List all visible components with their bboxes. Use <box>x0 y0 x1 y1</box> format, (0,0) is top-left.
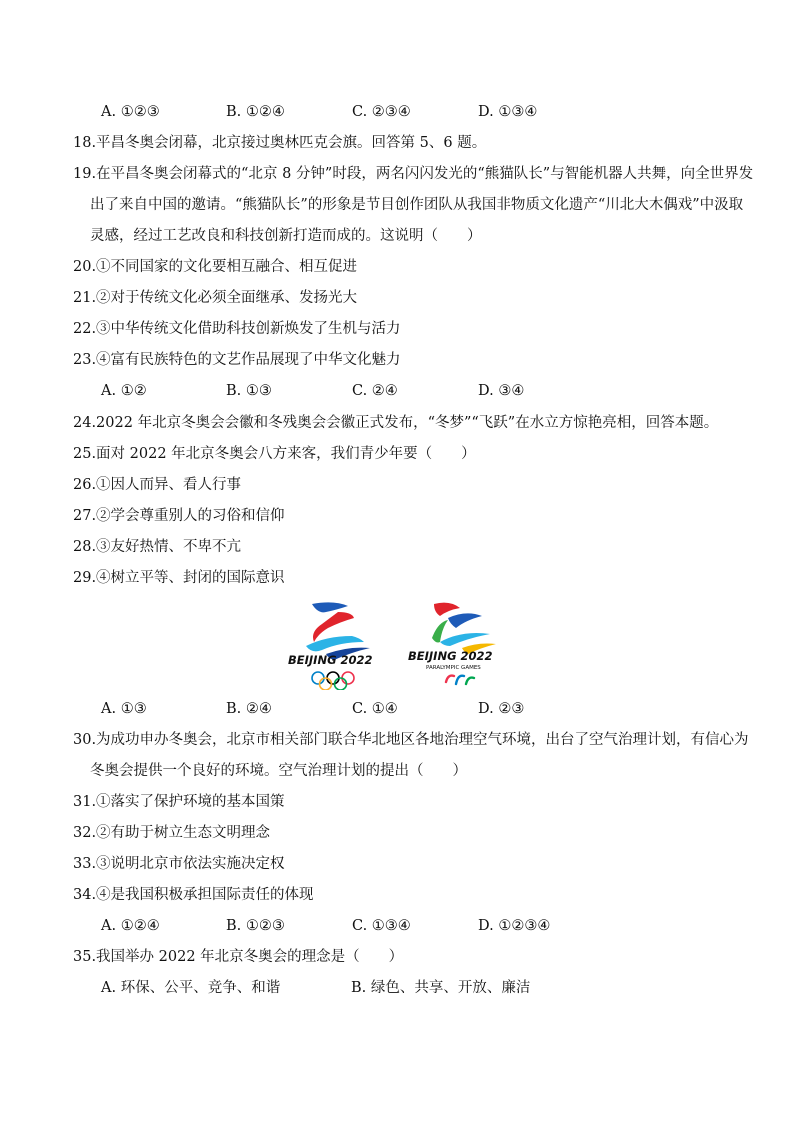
statement-33: 33.③说明北京市依法实施决定权 <box>73 856 285 872</box>
question-25: 25.面对 2022 年北京冬奥会八方来客，我们青少年要（ ） <box>73 446 476 462</box>
question-35: 35.我国举办 2022 年北京冬奥会的理念是（ ） <box>73 949 404 965</box>
statement-20: 20.①不同国家的文化要相互融合、相互促进 <box>73 259 358 275</box>
statement-26: 26.①因人而异、看人行事 <box>73 477 242 493</box>
statement-34: 34.④是我国积极承担国际责任的体现 <box>73 887 314 903</box>
paralympic-emblem-graphic <box>404 598 522 690</box>
question-19-line-3: 灵感，经过工艺改良和科技创新打造而成的。这说明（ ） <box>90 228 482 244</box>
option-c: C. ①③④ <box>352 918 411 934</box>
option-d: D. ③④ <box>478 383 525 399</box>
option-c: C. ①④ <box>352 701 398 717</box>
statement-23: 23.④富有民族特色的文艺作品展现了中华文化魅力 <box>73 352 401 368</box>
option-d: D. ①②③④ <box>478 918 551 934</box>
option-a: A. ①②③ <box>101 104 160 120</box>
option-b: B. ①②④ <box>226 104 285 120</box>
statement-22: 22.③中华传统文化借助科技创新焕发了生机与活力 <box>73 321 401 337</box>
paralympic-wordmark: BEIJING 2022 <box>408 649 493 663</box>
paralympic-subtitle: PARALYMPIC GAMES <box>426 665 481 671</box>
statement-27: 27.②学会尊重别人的习俗和信仰 <box>73 508 285 524</box>
option-c: C. ②③④ <box>352 104 411 120</box>
option-b: B. 绿色、共享、开放、廉洁 <box>351 980 531 996</box>
statement-28: 28.③友好热情、不卑不亢 <box>73 539 242 555</box>
beijing-2022-paralympic-emblem <box>404 598 522 690</box>
olympic-wordmark: BEIJING 2022 <box>288 653 373 667</box>
beijing-2022-olympic-emblem <box>282 598 400 690</box>
ribbon-green <box>432 620 448 643</box>
question-19-line-2: 出了来自中国的邀请。“熊猫队长”的形象是节目创作团队从我国非物质文化遗产“川北大木偶戏”中汲取 <box>90 197 744 213</box>
statement-32: 32.②有助于树立生态文明理念 <box>73 825 271 841</box>
question-19-line-1: 19.在平昌冬奥会闭幕式的“北京 8 分钟”时段，两名闪闪发光的“熊猫队长”与智能机器人共舞，向全世界发 <box>73 166 754 182</box>
question-18: 18.平昌冬奥会闭幕，北京接过奥林匹克会旗。回答第 5、6 题。 <box>73 135 487 151</box>
ribbon-red <box>434 603 460 616</box>
question-30-line-1: 30.为成功申办冬奥会，北京市相关部门联合华北地区各地治理空气环境，出台了空气治理计划，有信心为 <box>73 732 749 748</box>
option-b: B. ①③ <box>226 383 272 399</box>
option-d: D. ①③④ <box>478 104 538 120</box>
question-24: 24.2022 年北京冬奥会会徽和冬残奥会会徽正式发布，“冬梦”“飞跃”在水立方惊艳亮相，回答本题。 <box>73 415 719 431</box>
question-30-line-2: 冬奥会提供一个良好的环境。空气治理计划的提出（ ） <box>90 763 467 779</box>
statement-29: 29.④树立平等、封闭的国际意识 <box>73 570 285 586</box>
ribbon-blue <box>448 613 482 628</box>
option-a: A. ①②④ <box>101 918 160 934</box>
olympic-rings-icon <box>312 672 354 690</box>
olympic-emblem-graphic <box>282 598 400 690</box>
agitos-icon <box>446 676 474 684</box>
option-c: C. ②④ <box>352 383 398 399</box>
option-a: A. ①② <box>101 383 147 399</box>
olympic-emblems <box>282 598 522 690</box>
option-b: B. ①②③ <box>226 918 285 934</box>
option-a: A. ①③ <box>101 701 147 717</box>
option-a: A. 环保、公平、竞争、和谐 <box>101 980 281 996</box>
option-d: D. ②③ <box>478 701 525 717</box>
statement-31: 31.①落实了保护环境的基本国策 <box>73 794 285 810</box>
option-b: B. ②④ <box>226 701 272 717</box>
statement-21: 21.②对于传统文化必须全面继承、发扬光大 <box>73 290 358 306</box>
ribbon-blue <box>312 602 348 612</box>
